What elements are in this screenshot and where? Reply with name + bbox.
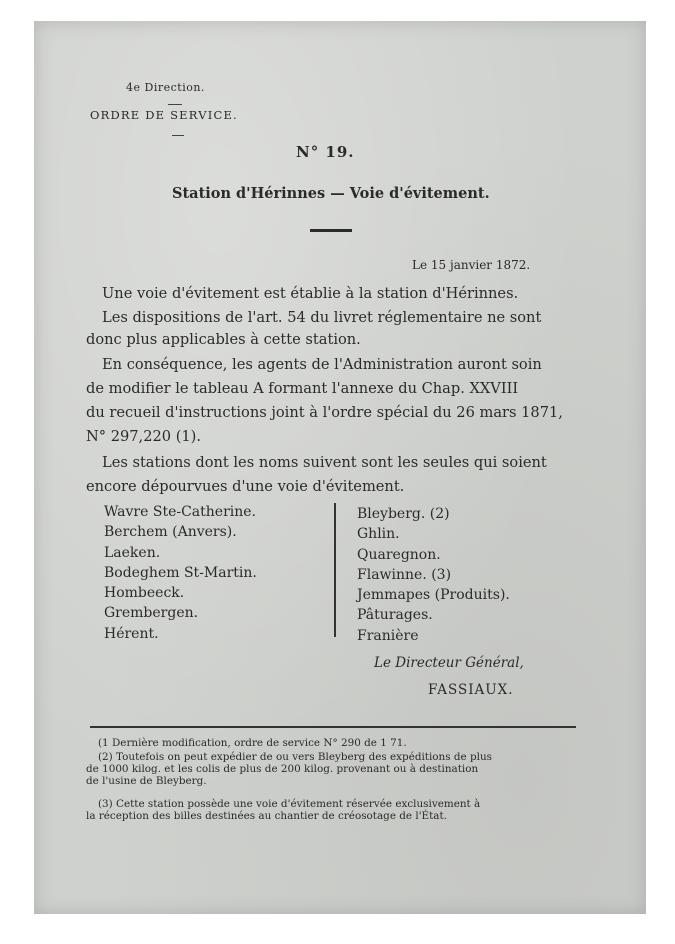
document-title: Station d'Hérinnes — Voie d'évitement. bbox=[172, 185, 490, 202]
document-date: Le 15 janvier 1872. bbox=[412, 258, 531, 272]
body-line: de modifier le tableau A formant l'annexe du Chap. XXVIII bbox=[86, 380, 519, 397]
body-line: N° 297,220 (1). bbox=[86, 428, 202, 445]
body-line: encore dépourvues d'une voie d'évitement. bbox=[86, 478, 405, 495]
footnote-line: (3) Cette station possède une voie d'évitement réservée exclusivement à bbox=[98, 798, 481, 810]
title-separator bbox=[310, 229, 352, 232]
signature-title: Le Directeur Général, bbox=[374, 655, 524, 671]
column-divider bbox=[334, 503, 336, 637]
station-item: Jemmapes (Produits). bbox=[357, 587, 510, 604]
order-label: ORDRE DE SERVICE. bbox=[90, 108, 238, 122]
order-underline bbox=[172, 135, 184, 136]
station-item: Berchem (Anvers). bbox=[104, 524, 237, 541]
stations-left-list bbox=[104, 502, 257, 644]
body-line: du recueil d'instructions joint à l'ordre spécial du 26 mars 1871, bbox=[86, 404, 563, 421]
footnote-line: de l'usine de Bleyberg. bbox=[86, 775, 207, 787]
footnote-line: de 1000 kilog. et les colis de plus de 200 kilog. provenant ou à destination bbox=[86, 763, 479, 775]
station-item: Bleyberg. (2) bbox=[357, 506, 450, 522]
stations-right-list bbox=[357, 504, 510, 646]
body-line: donc plus applicables à cette station. bbox=[86, 331, 361, 348]
footnote-line: (2) Toutefois on peut expédier de ou vers Bleyberg des expéditions de plus bbox=[98, 751, 492, 763]
direction-underline bbox=[168, 104, 182, 105]
station-item: Pâturages. bbox=[357, 607, 433, 624]
station-item: Hérent. bbox=[104, 625, 159, 642]
order-number: N° 19. bbox=[296, 143, 355, 161]
body-line: Les dispositions de l'art. 54 du livret réglementaire ne sont bbox=[102, 309, 542, 326]
signature-name: FASSIAUX. bbox=[428, 682, 514, 698]
station-item: Ghlin. bbox=[357, 526, 400, 543]
station-item: Franière bbox=[357, 627, 419, 644]
station-item: Flawinne. (3) bbox=[357, 566, 452, 583]
station-item: Laeken. bbox=[104, 544, 161, 561]
station-item: Quaregnon. bbox=[357, 546, 441, 563]
direction-label: 4e Direction. bbox=[126, 81, 205, 94]
station-item: Grembergen. bbox=[104, 605, 199, 622]
document-page bbox=[34, 21, 646, 914]
footnote-line: (1 Dernière modification, ordre de service N° 290 de 1 71. bbox=[98, 737, 407, 749]
station-item: Wavre Ste-Catherine. bbox=[104, 504, 256, 520]
footnote-line: la réception des billes destinées au chantier de créosotage de l'État. bbox=[86, 810, 447, 822]
station-item: Bodeghem St-Martin. bbox=[104, 564, 257, 581]
footnote-rule bbox=[90, 726, 576, 728]
body-line: Les stations dont les noms suivent sont les seules qui soient bbox=[102, 454, 547, 471]
body-line: En conséquence, les agents de l'Administration auront soin bbox=[102, 356, 542, 373]
body-line: Une voie d'évitement est établie à la station d'Hérinnes. bbox=[102, 285, 519, 302]
station-item: Hombeeck. bbox=[104, 585, 185, 602]
